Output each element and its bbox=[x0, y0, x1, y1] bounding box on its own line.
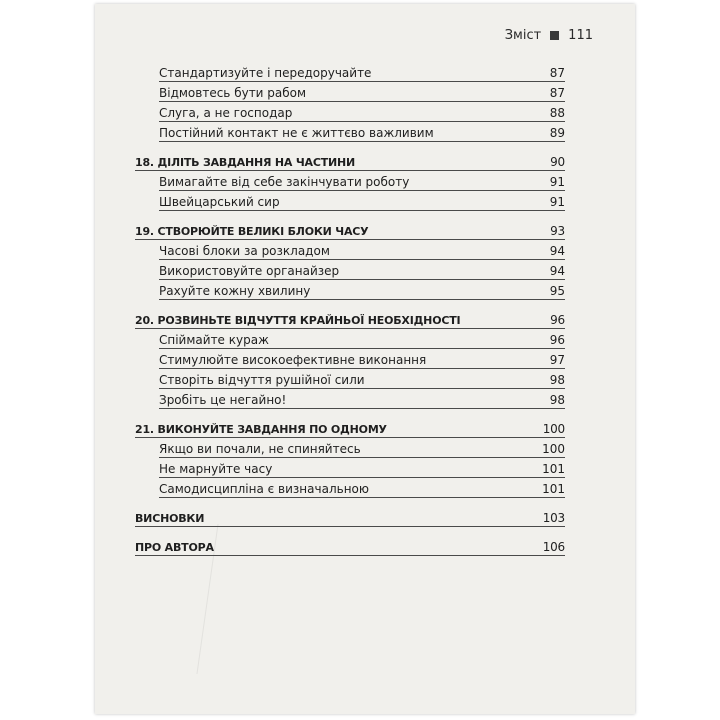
page-number: 111 bbox=[568, 28, 593, 43]
toc-entry-page: 98 bbox=[549, 373, 565, 387]
toc-chapter-entry bbox=[135, 220, 565, 240]
table-of-contents bbox=[135, 62, 565, 556]
toc-entry-page: 88 bbox=[549, 106, 565, 120]
toc-entry-page: 96 bbox=[549, 333, 565, 347]
toc-entry-title: 20. РОЗВИНЬТЕ ВІДЧУТТЯ КРАЙНЬОЇ НЕОБХІДНОСТІ bbox=[135, 314, 461, 327]
toc-subentry bbox=[159, 349, 565, 369]
toc-entry-page: 100 bbox=[542, 442, 565, 456]
toc-subentry bbox=[159, 438, 565, 458]
toc-subentry bbox=[159, 329, 565, 349]
toc-entry-page: 91 bbox=[549, 195, 565, 209]
toc-chapter-entry bbox=[135, 418, 565, 438]
toc-entry-title: Використовуйте органайзер bbox=[159, 264, 340, 278]
toc-chapter-entry bbox=[135, 309, 565, 329]
toc-chapter-entry bbox=[135, 507, 565, 527]
toc-entry-page: 96 bbox=[550, 313, 565, 327]
toc-entry-page: 90 bbox=[550, 155, 565, 169]
toc-entry-title: Самодисципліна є визначальною bbox=[159, 482, 369, 496]
toc-entry-title: Постійний контакт не є життєво важливим bbox=[159, 126, 434, 140]
toc-entry-page: 101 bbox=[542, 462, 565, 476]
toc-subentry bbox=[159, 171, 565, 191]
toc-subentry bbox=[159, 240, 565, 260]
book-page bbox=[95, 4, 635, 714]
toc-entry-title: Швейцарський сир bbox=[159, 195, 280, 209]
toc-entry-title: Створіть відчуття рушійної сили bbox=[159, 373, 365, 387]
toc-subentry bbox=[159, 191, 565, 211]
toc-entry-page: 87 bbox=[549, 86, 565, 100]
toc-entry-page: 100 bbox=[542, 422, 565, 436]
toc-chapter-entry bbox=[135, 151, 565, 171]
toc-entry-page: 97 bbox=[549, 353, 565, 367]
toc-entry-title: 19. СТВОРЮЙТЕ ВЕЛИКІ БЛОКИ ЧАСУ bbox=[135, 225, 369, 238]
toc-entry-title: Зробіть це негайно! bbox=[159, 393, 287, 407]
toc-entry-title: Стандартизуйте і передоручайте bbox=[159, 66, 372, 80]
toc-subentry bbox=[159, 82, 565, 102]
toc-entry-title: Не марнуйте часу bbox=[159, 462, 273, 476]
toc-subentry bbox=[159, 478, 565, 498]
toc-entry-title: 18. ДІЛІТЬ ЗАВДАННЯ НА ЧАСТИНИ bbox=[135, 156, 356, 169]
toc-entry-page: 89 bbox=[549, 126, 565, 140]
toc-subentry bbox=[159, 260, 565, 280]
toc-entry-title: ВИСНОВКИ bbox=[135, 512, 205, 525]
toc-entry-title: 21. ВИКОНУЙТЕ ЗАВДАННЯ ПО ОДНОМУ bbox=[135, 423, 387, 436]
toc-subentry bbox=[159, 458, 565, 478]
section-title: Зміст bbox=[504, 28, 542, 43]
running-header bbox=[505, 28, 593, 43]
toc-subentry bbox=[159, 280, 565, 300]
toc-subentry bbox=[159, 122, 565, 142]
toc-entry-page: 98 bbox=[549, 393, 565, 407]
toc-entry-title: Слуга, а не господар bbox=[159, 106, 293, 120]
toc-chapter-entry bbox=[135, 536, 565, 556]
toc-entry-page: 103 bbox=[542, 511, 565, 525]
toc-entry-page: 93 bbox=[550, 224, 565, 238]
toc-entry-page: 94 bbox=[549, 244, 565, 258]
toc-entry-page: 87 bbox=[549, 66, 565, 80]
toc-subentry bbox=[159, 389, 565, 409]
toc-entry-page: 91 bbox=[549, 175, 565, 189]
toc-subentry bbox=[159, 62, 565, 82]
toc-entry-title: Відмовтесь бути рабом bbox=[159, 86, 307, 100]
toc-entry-title: Вимагайте від себе закінчувати роботу bbox=[159, 175, 410, 189]
toc-entry-title: Якщо ви почали, не спиняйтесь bbox=[159, 442, 361, 456]
toc-entry-page: 95 bbox=[549, 284, 565, 298]
toc-entry-title: Стимулюйте високоефективне виконання bbox=[159, 353, 427, 367]
toc-entry-title: Рахуйте кожну хвилину bbox=[159, 284, 311, 298]
toc-entry-title: ПРО АВТОРА bbox=[135, 541, 214, 554]
toc-entry-page: 94 bbox=[549, 264, 565, 278]
toc-entry-page: 101 bbox=[542, 482, 565, 496]
toc-subentry bbox=[159, 102, 565, 122]
toc-entry-title: Часові блоки за розкладом bbox=[159, 244, 330, 258]
toc-subentry bbox=[159, 369, 565, 389]
square-bullet-icon bbox=[550, 31, 559, 40]
toc-entry-title: Спіймайте кураж bbox=[159, 333, 269, 347]
toc-entry-page: 106 bbox=[542, 540, 565, 554]
